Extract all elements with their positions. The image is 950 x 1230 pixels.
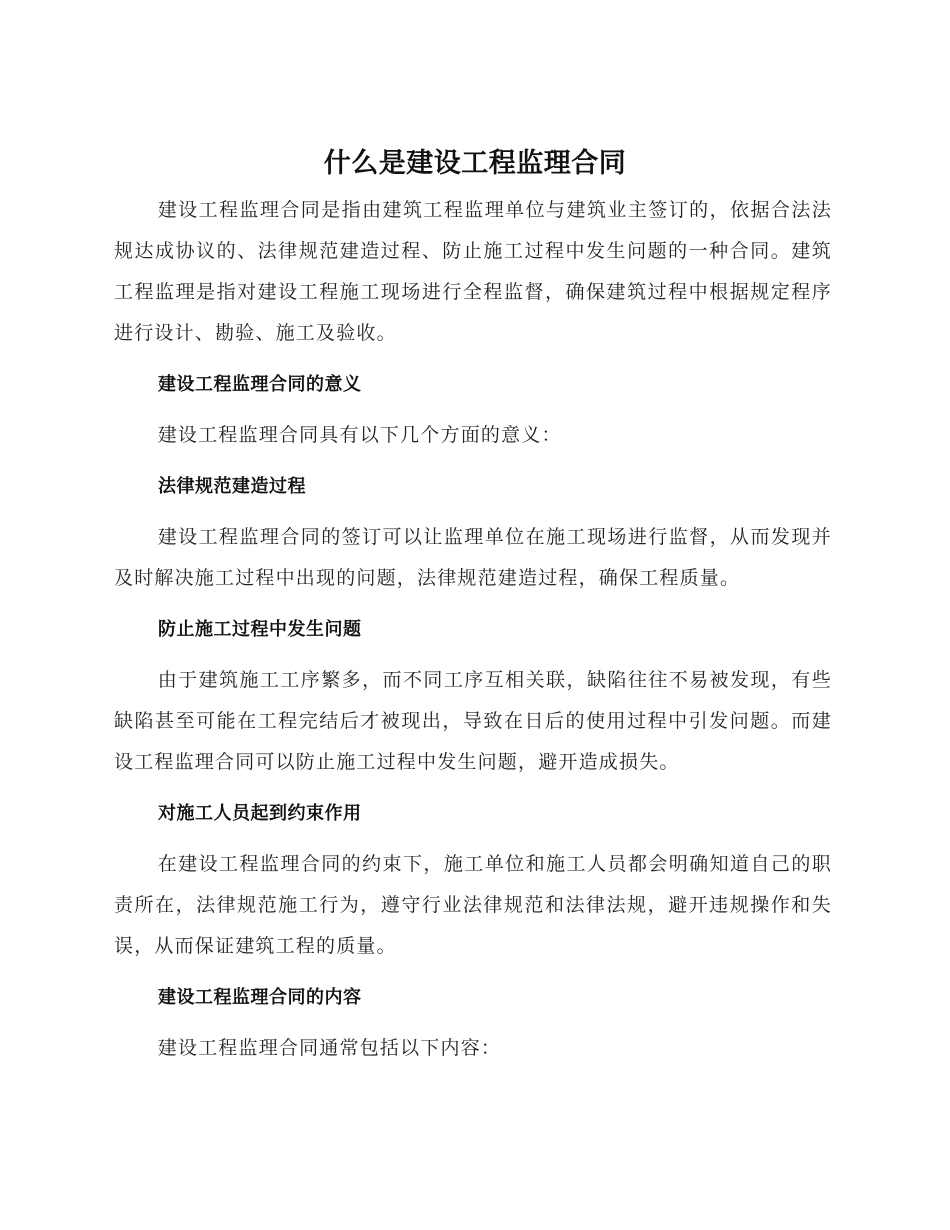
section-heading: 防止施工过程中发生问题: [158, 619, 362, 640]
document-title: 什么是建设工程监理合同: [323, 148, 627, 179]
section-paragraph: 由于建筑施工工序繁多，而不同工序互相关联，缺陷往往不易被发现，有些缺陷甚至可能在工程完结后才被现出，导致在日后的使用过程中引发问题。而建设工程监理合同可以防止施工过程中发生问题，避开造成损失。: [114, 669, 832, 773]
section-paragraph: 建设工程监理合同具有以下几个方面的意义：: [157, 424, 562, 446]
section-heading: 法律规范建造过程: [158, 476, 306, 497]
section-heading: 对施工人员起到约束作用: [158, 803, 362, 824]
section-contents: [114, 977, 832, 1069]
section-prevent-problems: [114, 609, 832, 783]
section-paragraph: 在建设工程监理合同的约束下，施工单位和施工人员都会明确知道自己的职责所在，法律规范施工行为，遵守行业法律规范和法律法规，避开违规操作和失误，从而保证建筑工程的质量。: [114, 853, 832, 957]
section-regulate-construction: [114, 466, 832, 599]
section-paragraph: 建设工程监理合同的签订可以让监理单位在施工现场进行监督，从而发现并及时解决施工过程中出现的问题，法律规范建造过程，确保工程质量。: [114, 526, 832, 589]
intro-paragraph: 建设工程监理合同是指由建筑工程监理单位与建筑业主签订的，依据合法法规达成协议的、法律规范建造过程、防止施工过程中发生问题的一种合同。建筑工程监理是指对建设工程施工现场进行全程监督，确保建筑过程中根据规定程序进行设计、勘验、施工及验收。: [114, 199, 832, 344]
document-body: [114, 190, 832, 1079]
section-paragraph: 建设工程监理合同通常包括以下内容：: [157, 1037, 502, 1059]
section-heading: 建设工程监理合同的意义: [158, 374, 362, 395]
section-significance: [114, 364, 832, 456]
section-constrain-workers: [114, 793, 832, 967]
section-heading: 建设工程监理合同的内容: [158, 987, 362, 1008]
